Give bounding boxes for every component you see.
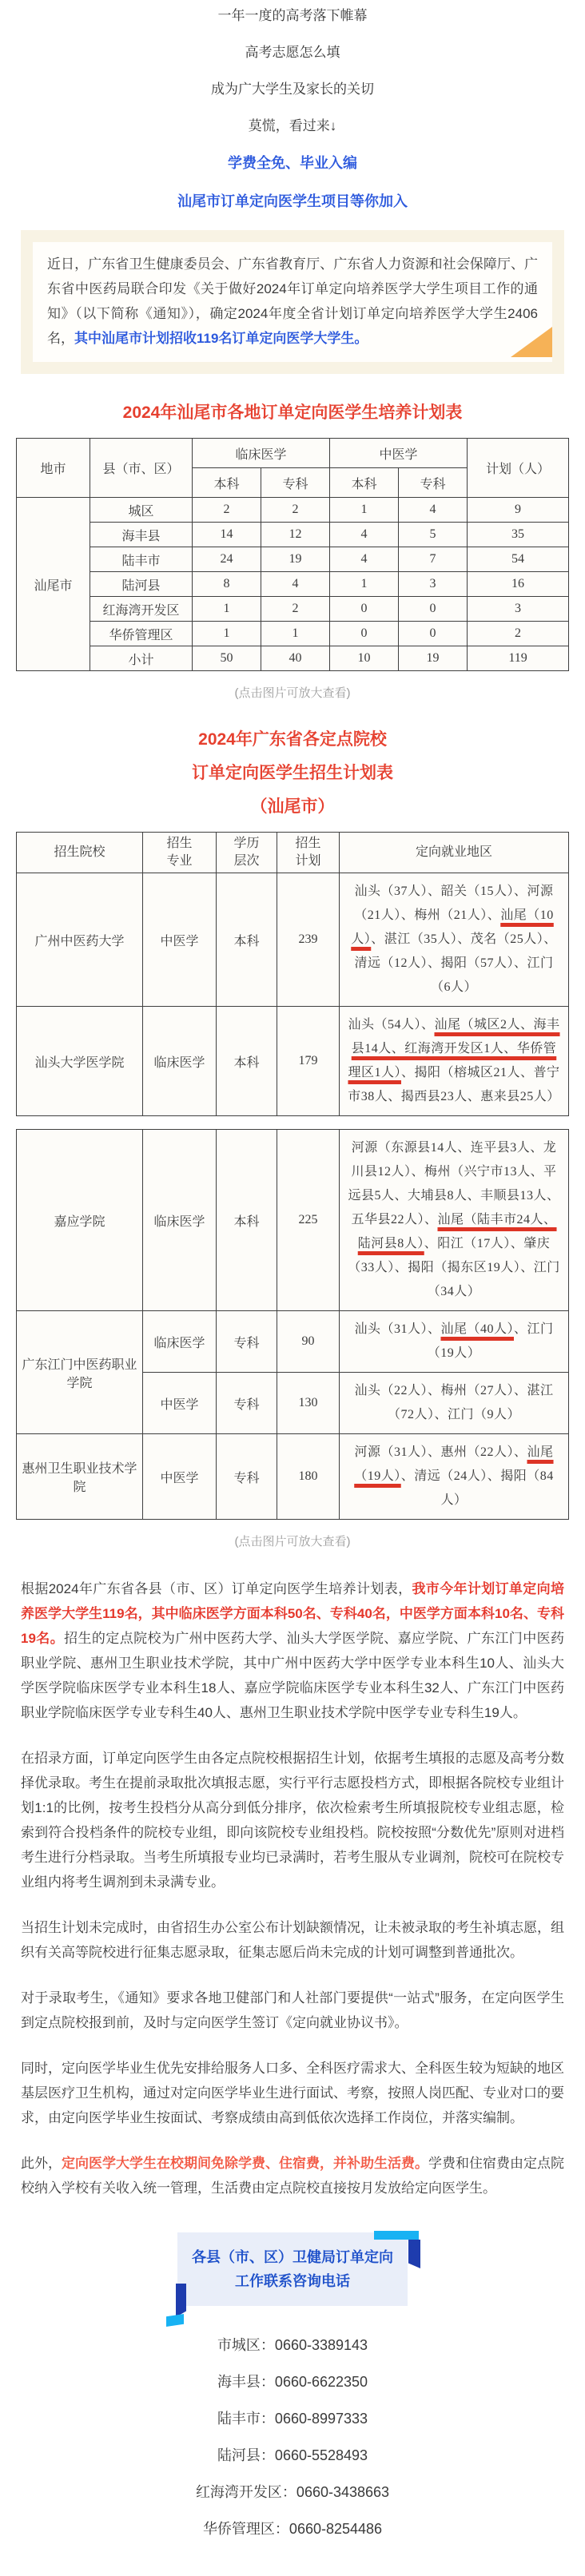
notice-text: 近日，广东省卫生健康委员会、广东省教育厅、广东省人力资源和社会保障厅、广东省中医药局联合印发《关于做好2024年订单定向培养医学大学生项目工作的通知》（以下简称《通知》），确定2024年度全省计划订单定向培养医学大学生2406名， (47, 256, 538, 346)
notice-box-inner (33, 242, 552, 362)
table1-value-cell: 16 (468, 572, 569, 597)
table1-row (17, 597, 569, 622)
table1-value-cell: 3 (468, 597, 569, 622)
table1-value-cell: 0 (399, 597, 468, 622)
table2-value-cell: 中医学 (143, 1434, 217, 1520)
corner-triangle-decoration (511, 327, 552, 357)
table1-header-cell: 专科 (261, 468, 330, 498)
table2-header-cell: 招生 计划 (277, 833, 340, 873)
table2-row (17, 1434, 569, 1520)
table2-value-cell: 中医学 (143, 873, 217, 1007)
table2-image-part2[interactable] (16, 1129, 569, 1520)
table1-value-cell: 40 (261, 646, 330, 671)
table2-college-cell: 嘉应学院 (17, 1130, 143, 1311)
table2-college-cell: 汕头大学医学院 (17, 1007, 143, 1116)
table2-row (17, 873, 569, 1007)
table1-value-cell: 2 (261, 498, 330, 523)
table1-value-cell: 9 (468, 498, 569, 523)
table1-value-cell: 4 (330, 523, 399, 547)
table1-county-cell: 华侨管理区 (90, 622, 193, 646)
table2-value-cell: 225 (277, 1130, 340, 1311)
table2-header-cell: 招生院校 (17, 833, 143, 873)
table1-value-cell: 0 (399, 622, 468, 646)
table2-value-cell: 本科 (217, 873, 277, 1007)
table1-value-cell: 4 (399, 498, 468, 523)
table1-caption: (点击图片可放大查看) (234, 686, 351, 700)
table1-county-cell: 陆丰市 (90, 547, 193, 572)
phone-entry: 陆丰市：0660-8997333 (217, 2411, 368, 2427)
table2-college-cell: 广东江门中医药职业学院 (17, 1311, 143, 1434)
table1-header-cell: 地市 (17, 439, 90, 498)
table2-row (17, 1130, 569, 1311)
table1-header-cell: 县（市、区） (90, 439, 193, 498)
table1-county-cell: 红海湾开发区 (90, 597, 193, 622)
table1-header-cell: 临床医学 (193, 439, 330, 468)
phone-entry: 华侨管理区：0660-8254486 (202, 2521, 383, 2537)
intro-line-1: 一年一度的高考落下帷幕 (217, 8, 368, 23)
table2-caption: (点击图片可放大查看) (234, 1535, 351, 1548)
highlight-line-1: 学费全免、毕业入编 (228, 155, 357, 171)
table2-value-cell: 130 (277, 1373, 340, 1434)
table2-college-cell: 惠州卫生职业技术学院 (17, 1434, 143, 1520)
table2-row (17, 1311, 569, 1373)
table2-value-cell: 本科 (217, 1007, 277, 1116)
table1-value-cell: 14 (193, 523, 261, 547)
article-body (21, 1576, 564, 2200)
table2-value-cell: 179 (277, 1007, 340, 1116)
table2-header-cell: 招生 专业 (143, 833, 217, 873)
table1-value-cell: 19 (261, 547, 330, 572)
table1-row (17, 547, 569, 572)
table1-value-cell: 12 (261, 523, 330, 547)
table1-header-cell: 中医学 (330, 439, 468, 468)
table2-value-cell: 临床医学 (143, 1007, 217, 1116)
table2-title-line3: （汕尾市） (250, 797, 335, 816)
table1-county-cell: 陆河县 (90, 572, 193, 597)
table2-title (16, 728, 569, 819)
table2-region-cell: 汕头（31人）、汕尾（40人）、江门（19人） (340, 1311, 569, 1373)
table1-value-cell: 4 (330, 547, 399, 572)
phone-entry: 海丰县：0660-6622350 (217, 2374, 368, 2390)
table1-row (17, 646, 569, 671)
table1-value-cell: 1 (193, 622, 261, 646)
table2-value-cell: 239 (277, 873, 340, 1007)
contact-box-line2: 工作联系咨询电话 (235, 2273, 350, 2289)
table2-value-cell: 本科 (217, 1130, 277, 1311)
table1-county-cell: 城区 (90, 498, 193, 523)
table1-row (17, 498, 569, 523)
table1-header-cell: 计划（人） (468, 439, 569, 498)
body-paragraph: 当招生计划未完成时，由省招生办公室公布计划缺额情况，让未被录取的考生补填志愿，组织有关高等院校进行征集志愿录取，征集志愿后尚未完成的计划可调整到普通批次。 (21, 1920, 564, 1960)
table2-title-line1: 2024年广东省各定点院校 (198, 730, 387, 749)
table1-value-cell: 1 (330, 498, 399, 523)
body-paragraph: 根据2024年广东省各县（市、区）订单定向医学生培养计划表，我市今年计划订单定向培养医学大学生119名，其中临床医学方面本科50名、专科40名，中医学方面本科10名、专科19名。招生的定点院校为广州中医药大学、汕头大学医学院、嘉应学院、广东江门中医药职业学院、惠州卫生职业技术学院，其中广州中医药大学中医学专业本科生10人、汕头大学医学院临床医学专业本科生18人、嘉应学院临床医学专业本科生32人、广东江门中医药职业学院临床医学专业专科生40人、惠州卫生职业技术学院中医学专业专科生19人。 (21, 1581, 564, 1720)
table2-region-cell: 汕头（37人）、韶关（15人）、河源（21人）、梅州（21人）、汕尾（10人）、湛江（35人）、茂名（25人）、清远（12人）、揭阳（57人）、江门（6人） (340, 873, 569, 1007)
table1-value-cell: 5 (399, 523, 468, 547)
training-plan-table (16, 438, 569, 671)
phone-entry: 市城区：0660-3389143 (217, 2337, 368, 2353)
table1-value-cell: 10 (330, 646, 399, 671)
contact-box-line1: 各县（市、区）卫健局订单定向 (192, 2249, 393, 2265)
table1-value-cell: 19 (399, 646, 468, 671)
highlight-line-2: 汕尾市订单定向医学生项目等你加入 (177, 193, 408, 209)
body-paragraph: 同时，定向医学毕业生优先安排给服务人口多、全科医疗需求大、全科医生较为短缺的地区基层医疗卫生机构，通过对定向医学毕业生进行面试、考察，按照人岗匹配、专业对口的要求，由定向医学毕业生按面试、考察成绩由高到低依次选择工作岗位，并落实编制。 (21, 2061, 564, 2125)
table2-college-cell: 广州中医药大学 (17, 873, 143, 1007)
enrollment-plan-table-part1 (16, 832, 569, 1116)
table1-image[interactable] (16, 438, 569, 671)
enrollment-plan-table-part2 (16, 1129, 569, 1520)
contact-box (177, 2232, 408, 2306)
corner-flag-navy-bottom-icon (176, 2284, 186, 2317)
table1-value-cell: 24 (193, 547, 261, 572)
corner-bar-cyan-bottom-icon (166, 2314, 184, 2327)
table1-value-cell: 1 (261, 622, 330, 646)
intro-line-3: 成为广大学生及家长的关切 (211, 81, 374, 97)
intro-section (0, 6, 585, 211)
table1-title: 2024年汕尾市各地订单定向医学生培养计划表 (122, 403, 463, 422)
body-paragraph: 对于录取考生，《通知》要求各地卫健部门和人社部门要提供“一站式”服务，在定向医学生到定点院校报到前，及时与定向医学生签订《定向就业协议书》。 (21, 1990, 564, 2030)
table1-row (17, 572, 569, 597)
table1-value-cell: 2 (468, 622, 569, 646)
table2-value-cell: 临床医学 (143, 1311, 217, 1373)
table1-value-cell: 2 (193, 498, 261, 523)
table2-region-cell: 汕头（54人）、汕尾（城区2人、海丰县14人、红海湾开发区1人、华侨管理区1人）、揭阳（榕城区21人、普宁市38人、揭西县23人、惠来县25人） (340, 1007, 569, 1116)
table2-value-cell: 180 (277, 1434, 340, 1520)
table1-row (17, 622, 569, 646)
phone-entry: 陆河县：0660-5528493 (217, 2447, 368, 2463)
table1-value-cell: 35 (468, 523, 569, 547)
table1-value-cell: 1 (330, 572, 399, 597)
table1-value-cell: 50 (193, 646, 261, 671)
table2-value-cell: 专科 (217, 1311, 277, 1373)
table2-region-cell: 河源（31人）、惠州（22人）、汕尾（19人）、清远（24人）、揭阳（84人） (340, 1434, 569, 1520)
table1-city-cell: 汕尾市 (17, 498, 90, 671)
table1-value-cell: 3 (399, 572, 468, 597)
intro-line-4: 莫慌，看过来↓ (248, 118, 337, 133)
intro-line-2: 高考志愿怎么填 (245, 45, 340, 60)
table2-value-cell: 90 (277, 1311, 340, 1373)
image-gap (0, 1116, 585, 1126)
table2-value-cell: 专科 (217, 1434, 277, 1520)
body-paragraph: 在招录方面，订单定向医学生由各定点院校根据招生计划，依据考生填报的志愿及高考分数择优录取。考生在提前录取批次填报志愿，实行平行志愿投档方式，即根据各院校专业组计划1:1的比例，按考生投档分从高分到低分排序，依次检索考生所填报院校专业组志愿，检索到符合投档条件的院校专业组，即向该院校专业组投档。院校按照“分数优先”原则对进档考生进行分档录取。当考生所填报专业均已录满时，若考生服从专业调剂，院校可在院校专业组内将考生调剂到未录满专业。 (21, 1751, 564, 1890)
table2-region-cell: 河源（东源县14人、连平县3人、龙川县12人）、梅州（兴宁市13人、平远县5人、大埔县8人、丰顺县13人、五华县22人）、汕尾（陆丰市24人、陆河县8人）、阳江（17人）、肇庆（33人）、揭阳（揭东区19人）、江门（34人） (340, 1130, 569, 1311)
notice-text-highlight: 其中汕尾市计划招收119名订单定向医学大学生。 (74, 331, 368, 346)
table1-value-cell: 4 (261, 572, 330, 597)
table1-value-cell: 8 (193, 572, 261, 597)
table1-header-cell: 专科 (399, 468, 468, 498)
table1-value-cell: 1 (193, 597, 261, 622)
notice-box (21, 230, 564, 374)
table1-value-cell: 0 (330, 622, 399, 646)
table2-title-line2: 订单定向医学生招生计划表 (192, 764, 393, 782)
table2-image-part1[interactable] (16, 832, 569, 1116)
table1-county-cell: 海丰县 (90, 523, 193, 547)
phone-list (0, 2335, 585, 2539)
table1-header-cell: 本科 (193, 468, 261, 498)
table2-value-cell: 专科 (217, 1373, 277, 1434)
table1-value-cell: 54 (468, 547, 569, 572)
table2-header-cell: 学历 层次 (217, 833, 277, 873)
table1-value-cell: 2 (261, 597, 330, 622)
table2-header-cell: 定向就业地区 (340, 833, 569, 873)
table1-value-cell: 7 (399, 547, 468, 572)
table1-value-cell: 119 (468, 646, 569, 671)
table2-region-cell: 汕头（22人）、梅州（27人）、湛江（72人）、江门（9人） (340, 1373, 569, 1434)
table2-value-cell: 临床医学 (143, 1130, 217, 1311)
table2-row (17, 1007, 569, 1116)
body-paragraph: 此外，定向医学大学生在校期间免除学费、住宿费，并补助生活费。学费和住宿费由定点院校纳入学校有关收入统一管理，生活费由定点院校直接按月发放给定向医学生。 (21, 2156, 564, 2196)
corner-bar-cyan-top-icon (374, 2231, 419, 2240)
table1-value-cell: 0 (330, 597, 399, 622)
table1-row (17, 523, 569, 547)
corner-flag-navy-top-icon (408, 2240, 420, 2268)
table2-value-cell: 中医学 (143, 1373, 217, 1434)
table1-county-cell: 小计 (90, 646, 193, 671)
table1-header-cell: 本科 (330, 468, 399, 498)
phone-entry: 红海湾开发区：0660-3438663 (195, 2484, 390, 2500)
